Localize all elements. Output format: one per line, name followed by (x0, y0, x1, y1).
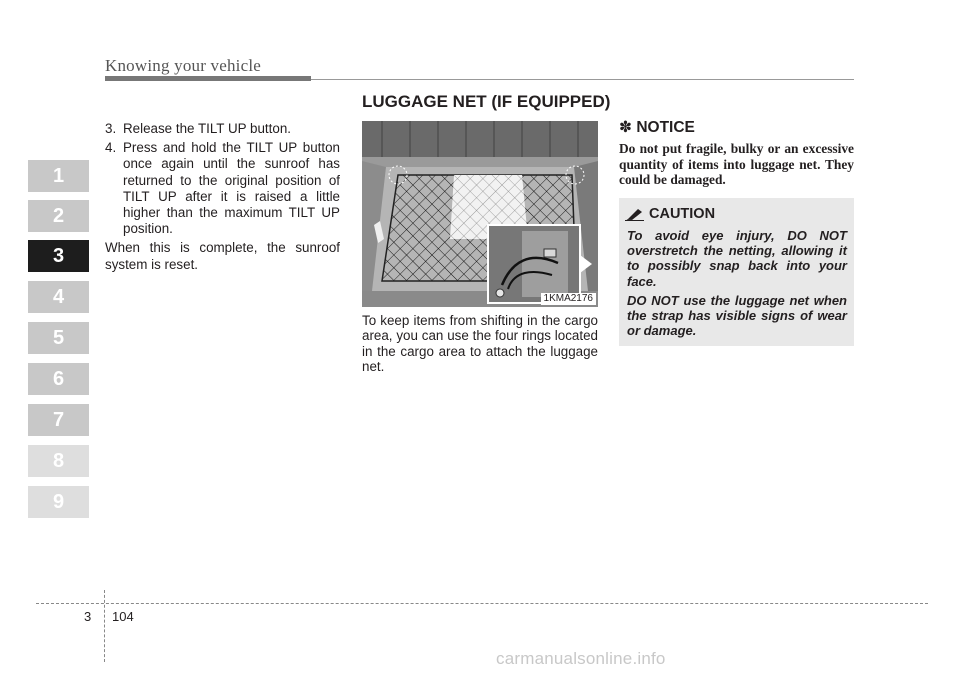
chapter-tab-4[interactable]: 4 (28, 281, 89, 313)
header-rule-dark (105, 76, 311, 81)
chapter-tab-7[interactable]: 7 (28, 404, 89, 436)
step-item (105, 121, 340, 137)
caution-body (627, 228, 847, 342)
footer-rule (36, 603, 928, 604)
section-title: LUGGAGE NET (IF EQUIPPED) (362, 92, 611, 111)
running-header: Knowing your vehicle (105, 56, 262, 75)
notice-body: Do not put fragile, bulky or an excessive quantity of items into luggage net. They could be damaged. (619, 141, 854, 187)
footer-divider (104, 590, 105, 662)
pencil-icon (625, 207, 644, 221)
step-text: Release the TILT UP button. (123, 121, 291, 136)
watermark: carmanualsonline.info (496, 649, 666, 668)
caution-paragraph: To avoid eye injury, DO NOT overstretch the netting, allowing it to possibly snap back into your face. (627, 228, 847, 289)
step-number: 3. (105, 121, 117, 136)
notice-icon: ✽ (619, 119, 632, 136)
left-column (105, 121, 340, 273)
chapter-tab-2[interactable]: 2 (28, 200, 89, 232)
notice-heading (619, 118, 695, 137)
chapter-tab-6[interactable]: 6 (28, 363, 89, 395)
caution-paragraph: DO NOT use the luggage net when the strap has visible signs of wear or damage. (627, 292, 847, 339)
step-item (105, 140, 340, 237)
header-rule-thin (311, 79, 854, 80)
chapter-tab-3[interactable]: 3 (28, 240, 89, 272)
caution-title: CAUTION (649, 206, 716, 222)
caution-box (619, 198, 854, 346)
step-text: Press and hold the TILT UP button once again until the sunroof has returned to the original position of TILT UP after it is raised a little higher than the maximum TILT UP position. (123, 140, 340, 237)
luggage-net-figure (362, 121, 598, 307)
figure-code: 1KMA2176 (541, 293, 596, 305)
chapter-tab-1[interactable]: 1 (28, 160, 89, 192)
luggage-net-description: To keep items from shifting in the cargo area, you can use the four rings located in the cargo area to attach the luggage net. (362, 313, 598, 375)
step-number: 4. (105, 140, 117, 156)
reset-paragraph: When this is complete, the sunroof system is reset. (105, 240, 340, 272)
notice-title: NOTICE (636, 119, 695, 136)
caution-heading (625, 206, 715, 222)
chapter-tab-8[interactable]: 8 (28, 445, 89, 477)
chapter-tab-9[interactable]: 9 (28, 486, 89, 518)
chapter-tab-5[interactable]: 5 (28, 322, 89, 354)
footer-page-number: 104 (112, 609, 134, 624)
cargo-area-illustration (362, 121, 598, 307)
footer-chapter-number: 3 (84, 609, 92, 624)
